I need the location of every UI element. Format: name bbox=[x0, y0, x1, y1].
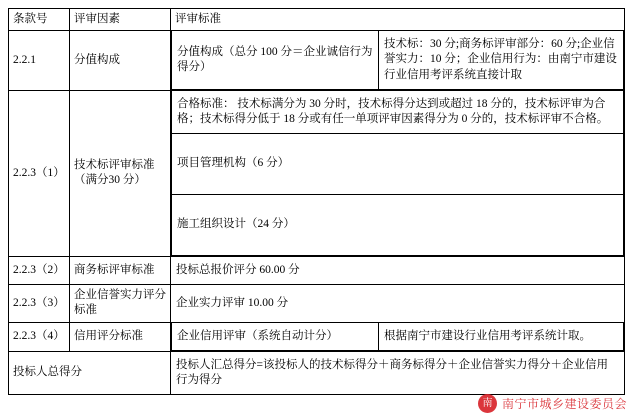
total-score-label: 投标人总得分 bbox=[9, 351, 171, 394]
table-row bbox=[9, 322, 625, 351]
row-review-factor: 商务标评审标准 bbox=[70, 257, 171, 285]
header-review-standard: 评审标准 bbox=[171, 9, 625, 31]
table-row bbox=[9, 90, 625, 256]
row-review-standard: 投标总报价评分 60.00 分 bbox=[171, 257, 625, 285]
row-review-factor: 分值构成 bbox=[70, 31, 171, 91]
evaluation-criteria-table-sheet bbox=[8, 8, 625, 408]
technical-pass-criteria-text: 合格标准： 技术标满分为 30 分时，技术标得分达到或超过 18 分的，技术标评审为合格；技术标得分低于 18 分或有任一单项评审因素得分为 0 分的，技术标评审不合格。 bbox=[172, 91, 624, 134]
standard-right-text: 技术标：30 分;商务标评审部分：60 分;企业信誉实力：10 分；企业信用行为：由南宁市建设行业信用考评系统直接计取 bbox=[379, 31, 624, 89]
watermark bbox=[478, 394, 627, 413]
row-clause-no: 2.2.3（4） bbox=[9, 322, 70, 351]
row-review-standard: 企业实力评审 10.00 分 bbox=[171, 285, 625, 322]
sub-item-construction-design: 施工组织设计（24 分） bbox=[172, 195, 624, 256]
row-review-factor: 信用评分标准 bbox=[70, 322, 171, 351]
row-clause-no: 2.2.1 bbox=[9, 31, 70, 91]
table-row bbox=[9, 285, 625, 322]
standard-right-text: 根据南宁市建设行业信用考评系统计取。 bbox=[379, 323, 624, 351]
table-row bbox=[9, 31, 625, 91]
watermark-text: 南宁市城乡建设委员会 bbox=[501, 397, 627, 411]
standard-split-table bbox=[171, 323, 624, 351]
sub-item-project-management: 项目管理机构（6 分） bbox=[172, 134, 624, 195]
total-score-formula: 投标人汇总得分=该投标人的技术标得分＋商务标得分＋企业信誉实力得分＋企业信用行为得分 bbox=[171, 351, 625, 394]
header-clause-no: 条款号 bbox=[9, 9, 70, 31]
row-clause-no: 2.2.3（1） bbox=[9, 90, 70, 256]
row-review-factor: 技术标评审标准（满分30 分） bbox=[70, 90, 171, 256]
row-review-standard bbox=[171, 322, 625, 351]
table-row bbox=[9, 257, 625, 285]
table-header-row bbox=[9, 9, 625, 31]
standard-left-text: 分值构成（总分 100 分＝企业诚信行为得分） bbox=[172, 31, 379, 89]
standard-left-text: 企业信用评审（系统自动计分） bbox=[172, 323, 379, 351]
row-clause-no: 2.2.3（2） bbox=[9, 257, 70, 285]
row-clause-no: 2.2.3（3） bbox=[9, 285, 70, 322]
header-review-factor: 评审因素 bbox=[70, 9, 171, 31]
total-score-row bbox=[9, 351, 625, 394]
row-review-standard bbox=[171, 31, 625, 91]
row-review-standard bbox=[171, 90, 625, 256]
row-review-factor: 企业信誉实力评分标准 bbox=[70, 285, 171, 322]
watermark-logo-icon: 南 bbox=[478, 394, 497, 413]
standard-split-table bbox=[171, 31, 624, 90]
technical-standard-subtable bbox=[171, 91, 624, 256]
evaluation-criteria-table bbox=[8, 8, 625, 395]
